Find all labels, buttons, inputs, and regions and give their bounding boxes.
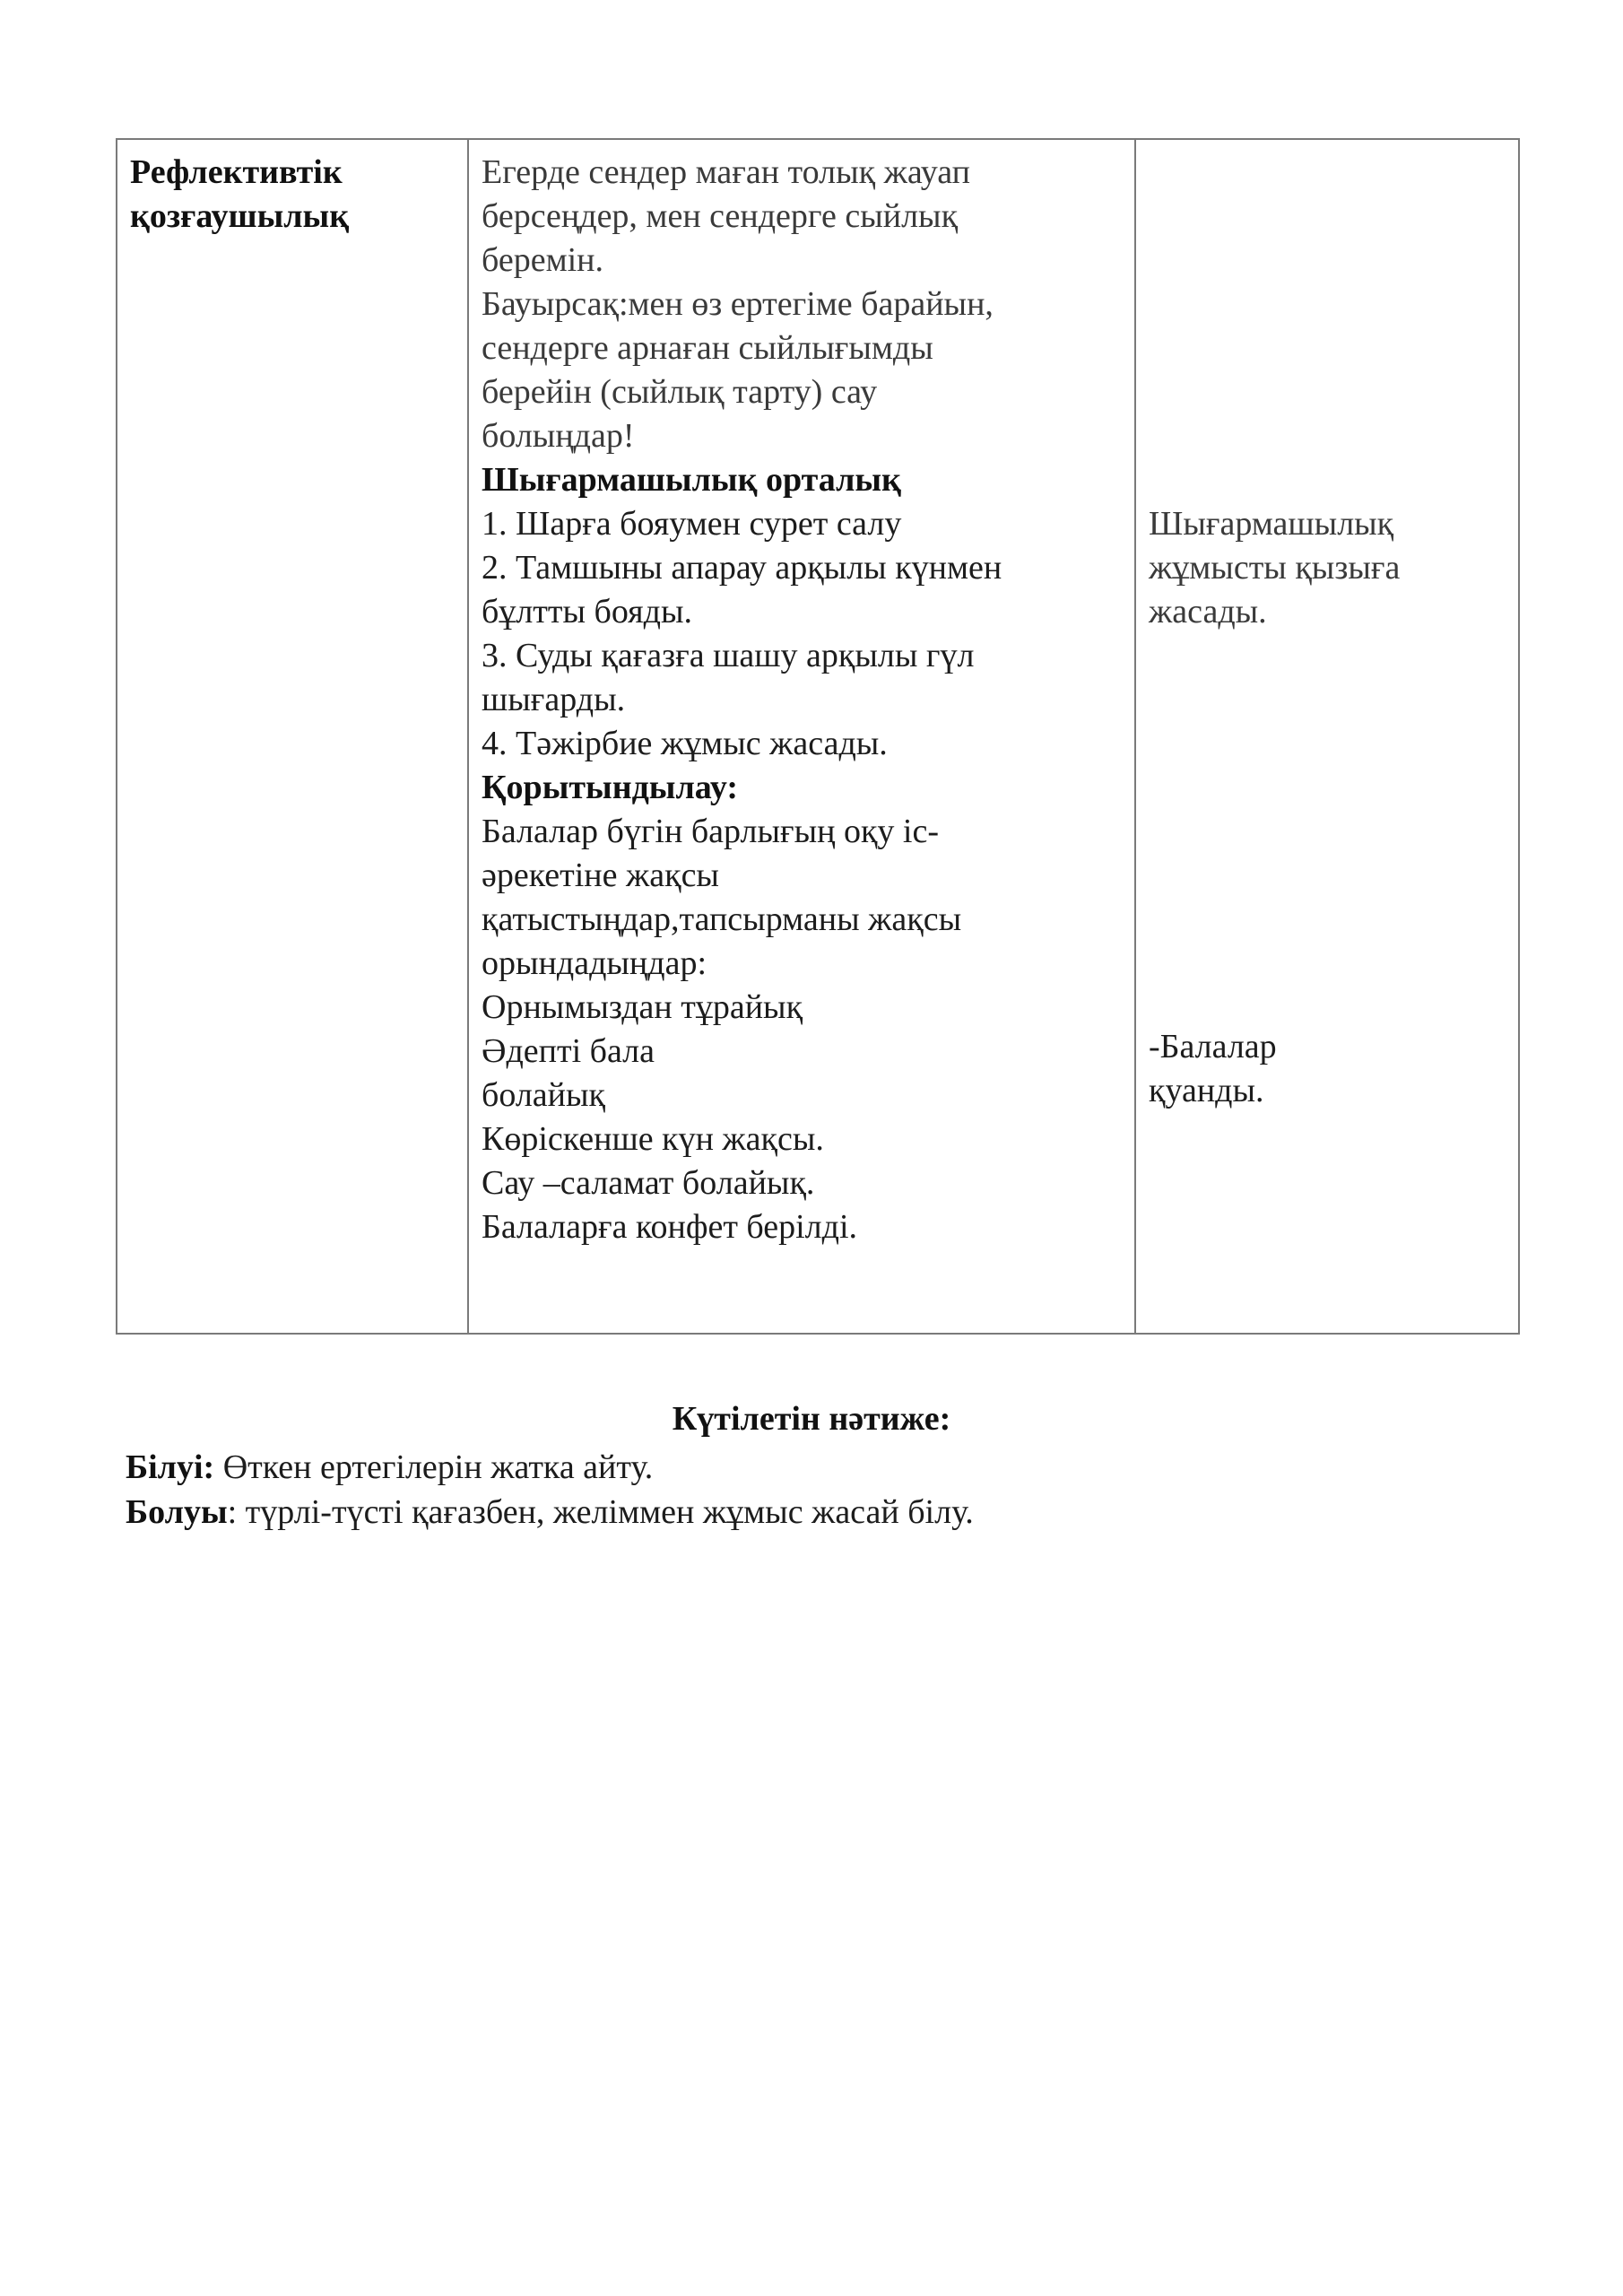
children-activity-line: жұмысты қызыға (1149, 549, 1401, 587)
can-result-line (126, 1492, 974, 1532)
stage-name-line: Рефлективтік (130, 153, 343, 191)
children-activity-line: Шығармашылық (1149, 505, 1394, 543)
teacher-line: сендерге арнаған сыйлығымды (482, 329, 933, 367)
table-row (117, 139, 1519, 1334)
children-activity-line: жасады. (1149, 593, 1267, 631)
teacher-line: беремін. (482, 241, 604, 279)
creative-center-item: бұлтты бояды. (482, 593, 692, 631)
children-activity-line: қуанды. (1149, 1072, 1264, 1109)
teacher-line: берсеңдер, мен сендерге сыйлық (482, 197, 959, 235)
creative-center-item: 4. Тәжірбие жұмыс жасады. (482, 725, 888, 762)
conclusion-heading: Қорытындылау: (482, 769, 739, 806)
conclusion-line: Сау –саламат болайық. (482, 1164, 815, 1202)
stage-name-cell (117, 139, 468, 1334)
lesson-stage-table (116, 138, 1520, 1335)
conclusion-line: орындадыңдар: (482, 944, 707, 982)
can-label: Болуы (126, 1493, 228, 1531)
stage-name-line: қозғаушылық (130, 197, 350, 235)
knows-text: Өткен ертегілерін жатка айту. (214, 1448, 654, 1486)
conclusion-line: Әдепті бала (482, 1032, 655, 1070)
conclusion-line: Балалар бүгін барлығың оқу іс- (482, 813, 940, 850)
conclusion-line: Балаларға конфет берілді. (482, 1208, 858, 1246)
conclusion-line: болайық (482, 1076, 605, 1114)
teacher-line: берейін (сыйлық тарту) сау (482, 373, 878, 411)
conclusion-line: қатыстыңдар,тапсырманы жақсы (482, 900, 962, 938)
expected-result-title: Күтілетін нәтиже: (672, 1400, 951, 1438)
creative-center-item: шығарды. (482, 681, 626, 718)
can-text: : түрлі-түсті қағазбен, желіммен жұмыс жасай білу. (227, 1493, 974, 1531)
knows-label: Білуі: (126, 1448, 215, 1486)
creative-center-item: 1. Шарға бояумен сурет салу (482, 505, 902, 543)
knows-result-line (126, 1448, 653, 1487)
conclusion-line: әрекетіне жақсы (482, 857, 719, 894)
children-activity-line: -Балалар (1149, 1028, 1277, 1065)
teacher-activity-cell (468, 139, 1135, 1334)
conclusion-line: Орнымыздан тұрайық (482, 988, 803, 1026)
teacher-line: Егерде сендер маған толық жауап (482, 153, 970, 191)
teacher-line: Бауырсақ:мен өз ертегіме барайын, (482, 285, 994, 323)
children-activity-cell (1135, 139, 1519, 1334)
creative-center-item: 2. Тамшыны апарау арқылы күнмен (482, 549, 1002, 587)
teacher-line: болыңдар! (482, 417, 635, 455)
creative-center-item: 3. Суды қағазға шашу арқылы гүл (482, 637, 975, 674)
conclusion-line: Көріскенше күн жақсы. (482, 1120, 824, 1158)
creative-center-heading: Шығармашылық орталық (482, 461, 901, 499)
